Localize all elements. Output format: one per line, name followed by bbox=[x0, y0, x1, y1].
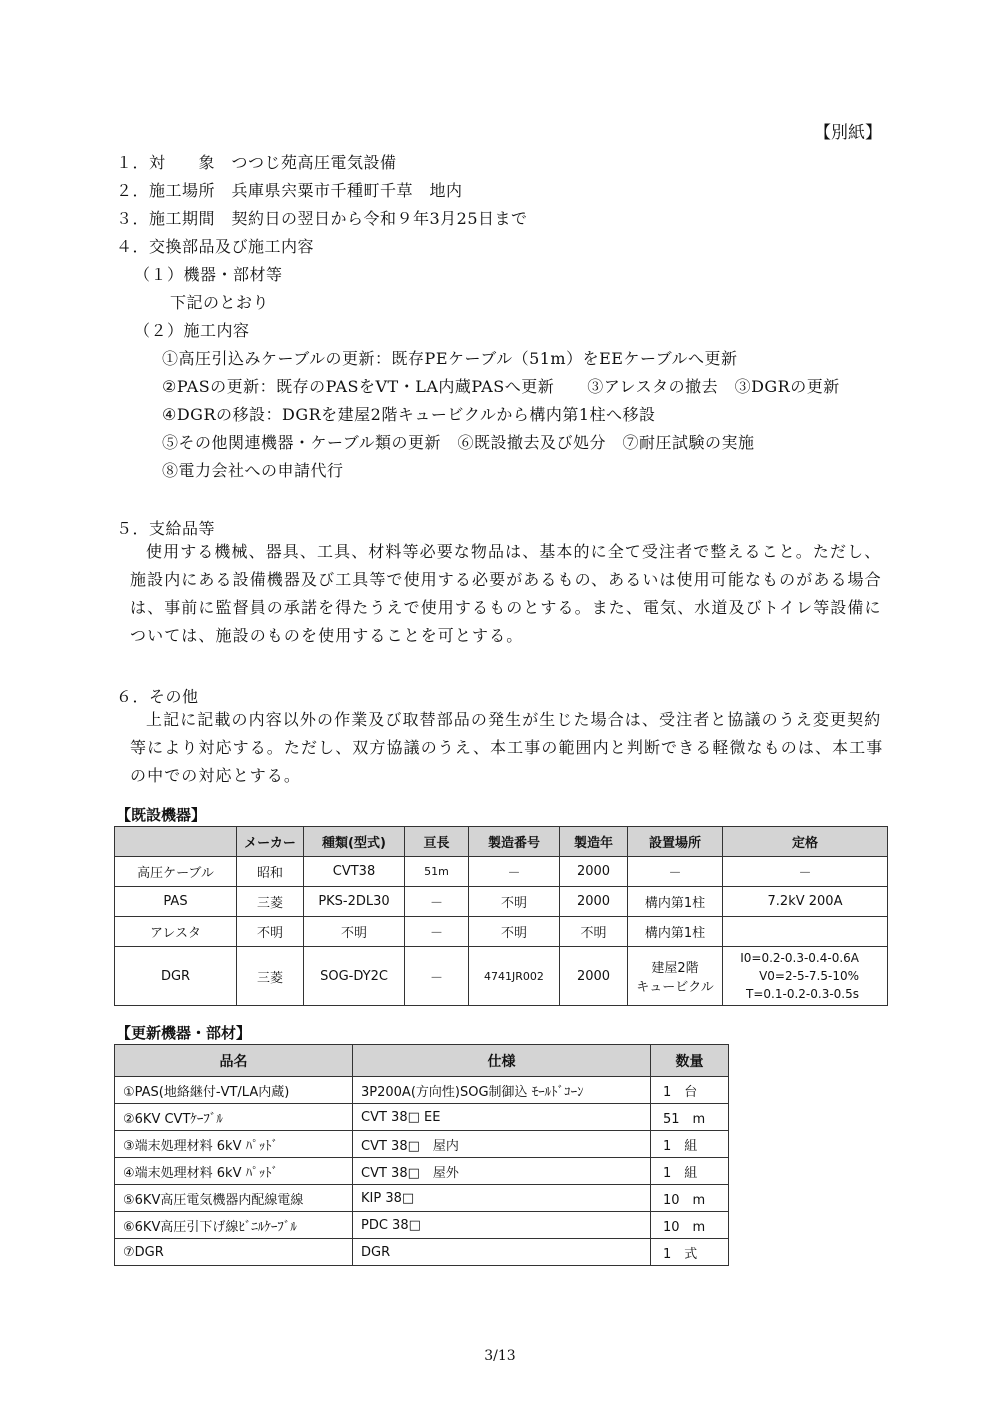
table-cell: － bbox=[628, 857, 723, 887]
section6-body: 上記に記載の内容以外の作業及び取替部品の発生が生じた場合は、受注者と協議のうえ変更契約等により対応する。ただし、双方協議のうえ、本工事の範囲内と判断できる軽微なものは、本工事の中での対応とする。 bbox=[130, 710, 884, 785]
table-cell: CVT38 bbox=[304, 857, 405, 887]
table-cell: 構内第1柱 bbox=[628, 887, 723, 917]
header-cell: 定格 bbox=[723, 827, 888, 857]
table-cell: 1 組 bbox=[651, 1158, 729, 1185]
table-cell: － bbox=[405, 887, 469, 917]
header-cell: 製造番号 bbox=[469, 827, 560, 857]
table-cell: DGR bbox=[115, 947, 237, 1006]
work-item-1: ①高圧引込みケーブルの更新：既存PEケーブル（51m）をEEケーブルへ更新 bbox=[162, 349, 738, 368]
table-row bbox=[115, 857, 888, 887]
table-cell: ⑦DGR bbox=[115, 1239, 353, 1266]
table-cell: 1 組 bbox=[651, 1131, 729, 1158]
table-row bbox=[115, 1077, 729, 1104]
table-row bbox=[115, 1158, 729, 1185]
table-cell: 不明 bbox=[469, 917, 560, 947]
item-location: ２．施工場所 兵庫県宍粟市千種町千草 地内 bbox=[116, 181, 463, 200]
table-cell: － bbox=[723, 857, 888, 887]
table-cell: PDC 38□ bbox=[353, 1212, 651, 1239]
renewal-parts-table bbox=[114, 1044, 729, 1266]
table-row bbox=[115, 947, 888, 1006]
header-cell: 亘長 bbox=[405, 827, 469, 857]
table-cell: KIP 38□ bbox=[353, 1185, 651, 1212]
section5-body: 使用する機械、器具、工具、材料等必要な物品は、基本的に全て受注者で整えること。ただし、施設内にある設備機器及び工具等で使用する必要があるもの、あるいは使用可能なものがある場合は、事前に監督員の承諾を得たうえで使用するものとする。また、電気、水道及びトイレ等設備については、施設のものを使用することを可とする。 bbox=[130, 542, 882, 645]
table-cell: DGR bbox=[353, 1239, 651, 1266]
table-cell: ⑥6KV高圧引下げ線ﾋﾞﾆﾙｹｰﾌﾞﾙ bbox=[115, 1212, 353, 1239]
item-period: ３．施工期間 契約日の翌日から令和９年3月25日まで bbox=[116, 209, 528, 228]
existing-equipment-table bbox=[114, 826, 888, 1006]
renewal-table-title: 【更新機器・部材】 bbox=[116, 1024, 252, 1042]
table-cell: 51m bbox=[405, 857, 469, 887]
table-cell: － bbox=[469, 857, 560, 887]
table-cell: 昭和 bbox=[237, 857, 304, 887]
section5-heading: ５．支給品等 bbox=[116, 519, 216, 538]
table-cell: CVT 38□ EE bbox=[353, 1104, 651, 1131]
table-cell: 1 式 bbox=[651, 1239, 729, 1266]
table-cell: 7.2kV 200A bbox=[723, 887, 888, 917]
work-item-8: ⑧電力会社への申請代行 bbox=[162, 461, 344, 480]
table-row bbox=[115, 1239, 729, 1266]
table-cell: ①PAS(地絡継付-VT/LA内蔵) bbox=[115, 1077, 353, 1104]
table-cell: 3P200A(方向性)SOG制御込 ﾓｰﾙﾄﾞｺｰﾝ bbox=[353, 1077, 651, 1104]
table-cell: － bbox=[405, 947, 469, 1006]
dgr-location-line-2: キュービクル bbox=[636, 980, 714, 995]
table-cell: ④端末処理材料 6kV ﾊﾟｯﾄﾞ bbox=[115, 1158, 353, 1185]
table-cell: － bbox=[405, 917, 469, 947]
header-cell: 設置場所 bbox=[628, 827, 723, 857]
table-cell: ⑤6KV高圧電気機器内配線電線 bbox=[115, 1185, 353, 1212]
table-row bbox=[115, 887, 888, 917]
table-cell: ③端末処理材料 6kV ﾊﾟｯﾄﾞ bbox=[115, 1131, 353, 1158]
item-parts-heading: ４．交換部品及び施工内容 bbox=[116, 237, 315, 256]
header-cell: 種類(型式) bbox=[304, 827, 405, 857]
table-cell: 2000 bbox=[560, 857, 628, 887]
work-item-4: ④DGRの移設：DGRを建屋2階キュービクルから構内第1柱へ移設 bbox=[162, 405, 656, 424]
table-row bbox=[115, 1104, 729, 1131]
dgr-spec-line: T=0.1-0.2-0.3-0.5s bbox=[746, 987, 859, 1001]
table-cell: 2000 bbox=[560, 887, 628, 917]
header-cell: 数量 bbox=[651, 1045, 729, 1077]
table-cell: 三菱 bbox=[237, 947, 304, 1006]
table-row bbox=[115, 1212, 729, 1239]
table-row bbox=[115, 917, 888, 947]
table-cell: 構内第1柱 bbox=[628, 917, 723, 947]
table-cell: 不明 bbox=[237, 917, 304, 947]
dgr-location-line-1: 建屋2階 bbox=[651, 961, 699, 976]
table-cell: 高圧ケーブル bbox=[115, 857, 237, 887]
table-cell: アレスタ bbox=[115, 917, 237, 947]
table-cell bbox=[723, 917, 888, 947]
existing-table-title: 【既設機器】 bbox=[116, 806, 207, 824]
dgr-spec-line: V0=2-5-7.5-10% bbox=[759, 969, 859, 983]
table-row bbox=[115, 1185, 729, 1212]
table-cell: 1 台 bbox=[651, 1077, 729, 1104]
table-cell: SOG-DY2C bbox=[304, 947, 405, 1006]
annex-label: 【別紙】 bbox=[814, 123, 882, 143]
header-cell bbox=[115, 827, 237, 857]
table-header-row bbox=[115, 827, 888, 857]
table-cell: CVT 38□ 屋外 bbox=[353, 1158, 651, 1185]
sub-work-heading: （２）施工内容 bbox=[134, 321, 250, 340]
page-number: 3/13 bbox=[484, 1348, 516, 1364]
table-cell: PKS-2DL30 bbox=[304, 887, 405, 917]
header-cell: メーカー bbox=[237, 827, 304, 857]
table-cell: 4741JR002 bbox=[469, 947, 560, 1006]
work-item-2: ②PASの更新：既存のPASをVT・LA内蔵PASへ更新 ③アレスタの撤去 ③DGRの更新 bbox=[162, 377, 840, 396]
table-cell: 不明 bbox=[560, 917, 628, 947]
section6-heading: ６．その他 bbox=[116, 687, 199, 706]
table-cell: CVT 38□ 屋内 bbox=[353, 1131, 651, 1158]
sub-equipment-heading: （１）機器・部材等 bbox=[134, 265, 283, 284]
dgr-spec-line: I0=0.2-0.3-0.4-0.6A bbox=[740, 951, 859, 965]
table-cell: 51 m bbox=[651, 1104, 729, 1131]
work-item-5: ⑤その他関連機器・ケーブル類の更新 ⑥既設撤去及び処分 ⑦耐圧試験の実施 bbox=[162, 433, 755, 452]
header-cell: 仕様 bbox=[353, 1045, 651, 1077]
header-cell: 品名 bbox=[115, 1045, 353, 1077]
table-cell: 不明 bbox=[469, 887, 560, 917]
table-cell: 10 m bbox=[651, 1212, 729, 1239]
table-cell: 2000 bbox=[560, 947, 628, 1006]
table-cell: 10 m bbox=[651, 1185, 729, 1212]
table-cell bbox=[628, 947, 723, 1006]
table-cell: 三菱 bbox=[237, 887, 304, 917]
table-cell bbox=[723, 947, 888, 1006]
table-row bbox=[115, 1131, 729, 1158]
table-cell: PAS bbox=[115, 887, 237, 917]
table-cell: 不明 bbox=[304, 917, 405, 947]
table-cell: ②6KV CVTｹｰﾌﾞﾙ bbox=[115, 1104, 353, 1131]
header-cell: 製造年 bbox=[560, 827, 628, 857]
item-target: １．対 象 つつじ苑高圧電気設備 bbox=[116, 153, 397, 172]
sub-equipment-note: 下記のとおり bbox=[170, 293, 270, 312]
table-header-row bbox=[115, 1045, 729, 1077]
